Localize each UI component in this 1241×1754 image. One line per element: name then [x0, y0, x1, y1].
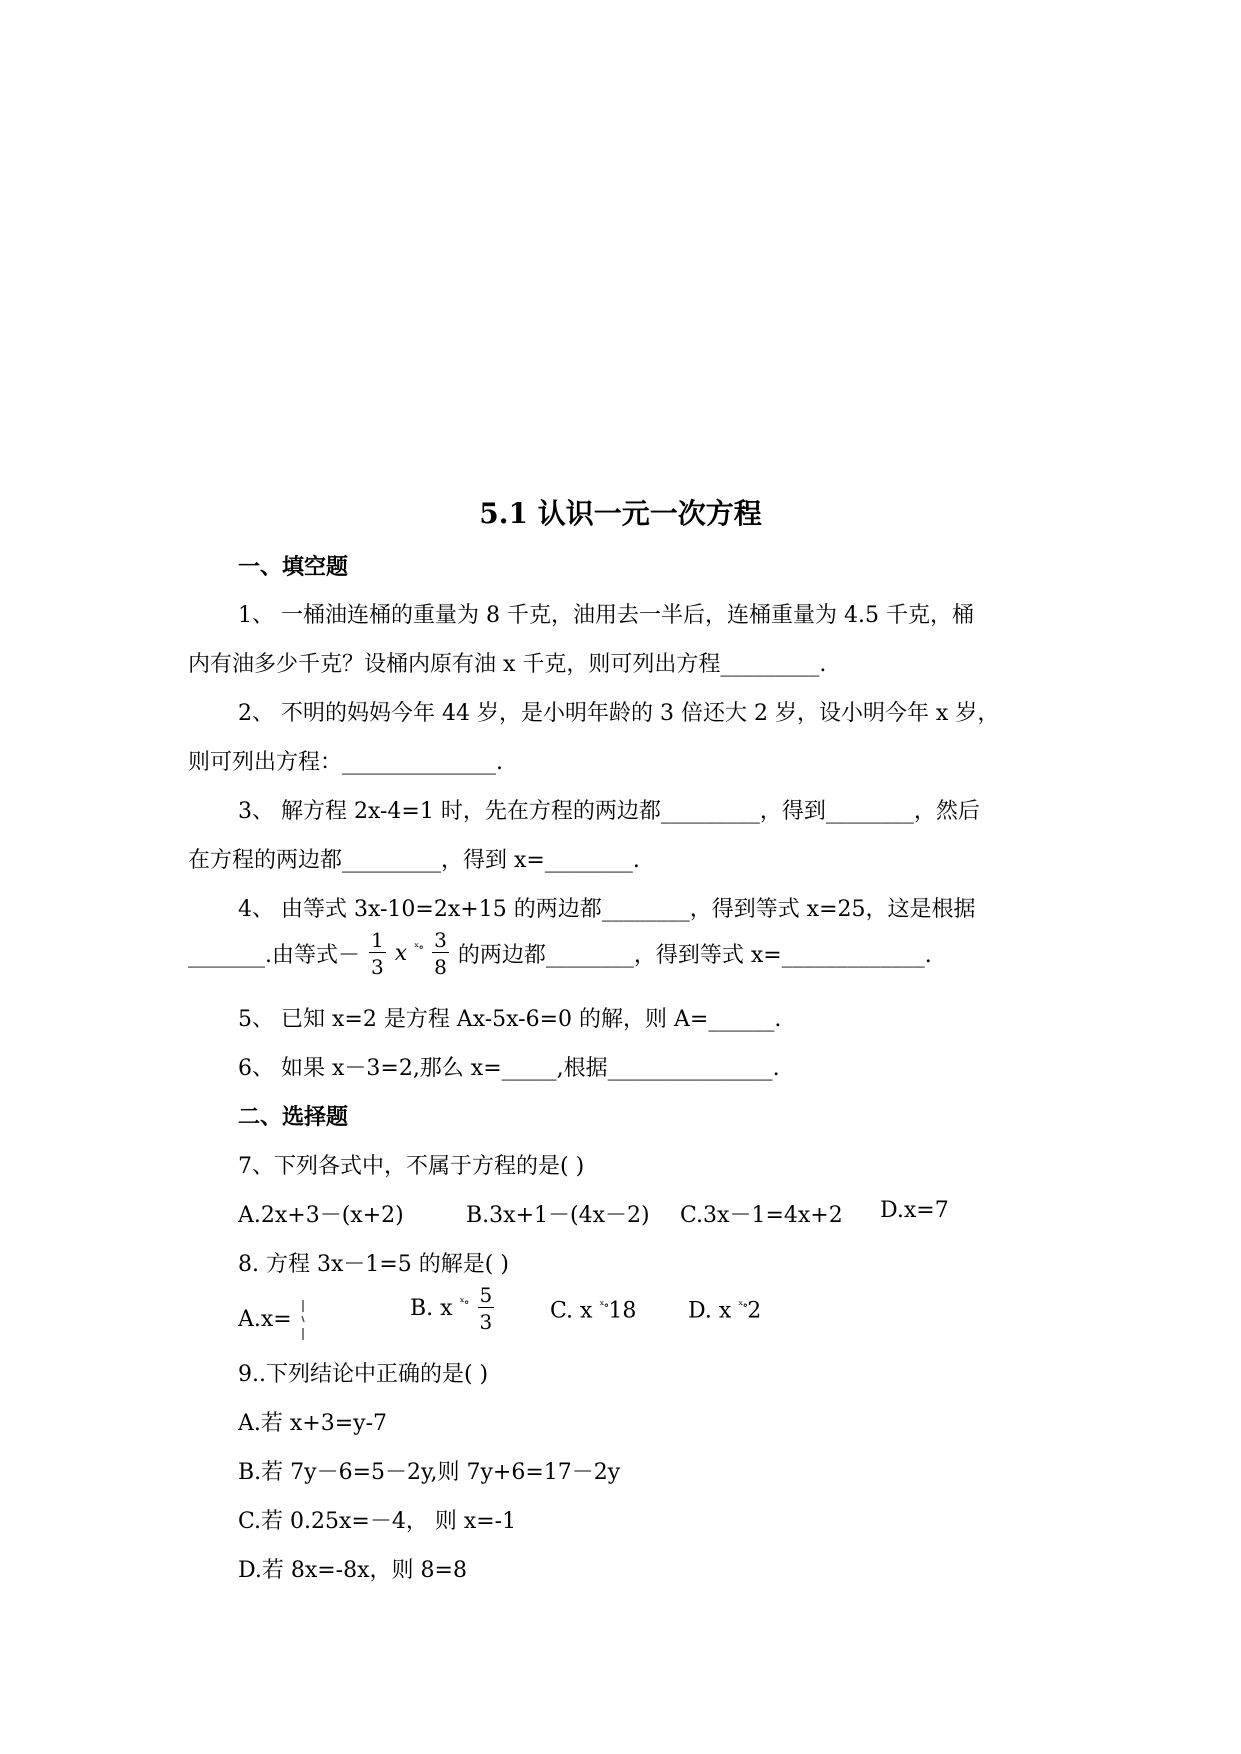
question-7-option-b: B.3x+1－(4x－2): [466, 1203, 650, 1228]
garbled-equals-glyph: ˣ∘: [459, 1295, 469, 1310]
fraction-one-third: [369, 930, 386, 977]
question-9-option-a: A.若 x+3=y-7: [238, 1411, 388, 1436]
question-1-line-2: 内有油多少千克？设桶内原有油 x 千克，则可列出方程_________.: [188, 652, 827, 677]
question-8-option-c: [550, 1298, 636, 1323]
fraction-numerator: 1: [371, 928, 384, 952]
question-7-option-c: C.3x－1=4x+2: [680, 1203, 843, 1228]
garbled-equals-glyph: ˣ∘: [599, 1298, 609, 1312]
section-heading-fill-in: 一、填空题: [238, 554, 349, 580]
question-5: 5、 已知 x=2 是方程 Ax-5x-6=0 的解，则 A=______.: [238, 1007, 782, 1032]
variable-x: x: [394, 941, 408, 966]
question-7-option-d: D.x=7: [880, 1198, 949, 1223]
fraction-denominator: 3: [479, 1310, 493, 1334]
question-4-line-2-prefix: _______.由等式－: [188, 943, 360, 968]
question-3-line-1: 3、 解方程 2x-4=1 时，先在方程的两边都_________，得到________，然后: [238, 799, 980, 824]
option-d-prefix: D. x: [688, 1298, 732, 1324]
garbled-fraction-icon: [299, 1298, 307, 1342]
question-9-option-b: B.若 7y－6=5－2y,则 7y+6=17－2y: [238, 1460, 621, 1485]
question-8-option-a: [238, 1298, 307, 1342]
question-7-option-a: A.2x+3－(x+2): [238, 1203, 404, 1228]
question-3-line-2: 在方程的两边都_________，得到 x=________.: [188, 848, 640, 873]
option-c-prefix: C. x: [550, 1298, 593, 1324]
fraction-three-eighths: [432, 930, 449, 977]
question-1-line-1: 1、 一桶油连桶的重量为 8 千克，油用去一半后，连桶重量为 4.5 千克，桶: [238, 603, 974, 628]
question-8-stem: 8. 方程 3x－1=5 的解是( ): [238, 1252, 509, 1277]
section-heading-multiple-choice: 二、选择题: [238, 1104, 349, 1130]
question-4-line-2: [188, 930, 932, 977]
option-d-value: 2: [747, 1298, 762, 1324]
question-4-line-2-suffix: 的两边都________，得到等式 x=_____________.: [457, 943, 932, 968]
option-b-prefix: B. x: [410, 1296, 453, 1321]
question-2-line-1: 2、 不明的妈妈今年 44 岁，是小明年龄的 3 倍还大 2 岁，设小明今年 x 岁，: [238, 701, 1000, 726]
fraction-numerator: 3: [434, 928, 447, 952]
garbled-equals-glyph: ˣ∘: [414, 940, 424, 955]
option-c-value: 18: [608, 1298, 637, 1324]
fraction-denominator: 3: [371, 955, 384, 979]
fraction-five-thirds: [478, 1285, 495, 1332]
garbled-equals-glyph: ˣ∘: [738, 1298, 748, 1312]
question-9-stem: 9..下列结论中正确的是( ): [238, 1362, 489, 1387]
fraction-denominator: 8: [434, 955, 447, 979]
question-9-option-c: C.若 0.25x=－4， 则 x=-1: [238, 1509, 517, 1534]
question-2-line-2: 则可列出方程：______________.: [188, 750, 503, 775]
question-9-option-d: D.若 8x=-8x，则 8=8: [238, 1558, 467, 1583]
question-7-stem: 7、下列各式中，不属于方程的是( ): [238, 1154, 585, 1179]
question-8-option-b: [410, 1285, 496, 1332]
question-4-line-1: 4、 由等式 3x-10=2x+15 的两边都________，得到等式 x=25，这是根据: [238, 897, 976, 922]
option-a-text: A.x=: [238, 1307, 292, 1332]
question-6: 6、 如果 x－3=2,那么 x=_____,根据_______________.: [238, 1056, 780, 1081]
fraction-numerator: 5: [479, 1283, 493, 1307]
question-8-option-d: [688, 1298, 761, 1323]
page-title: 5.1 认识一元一次方程: [479, 497, 762, 530]
